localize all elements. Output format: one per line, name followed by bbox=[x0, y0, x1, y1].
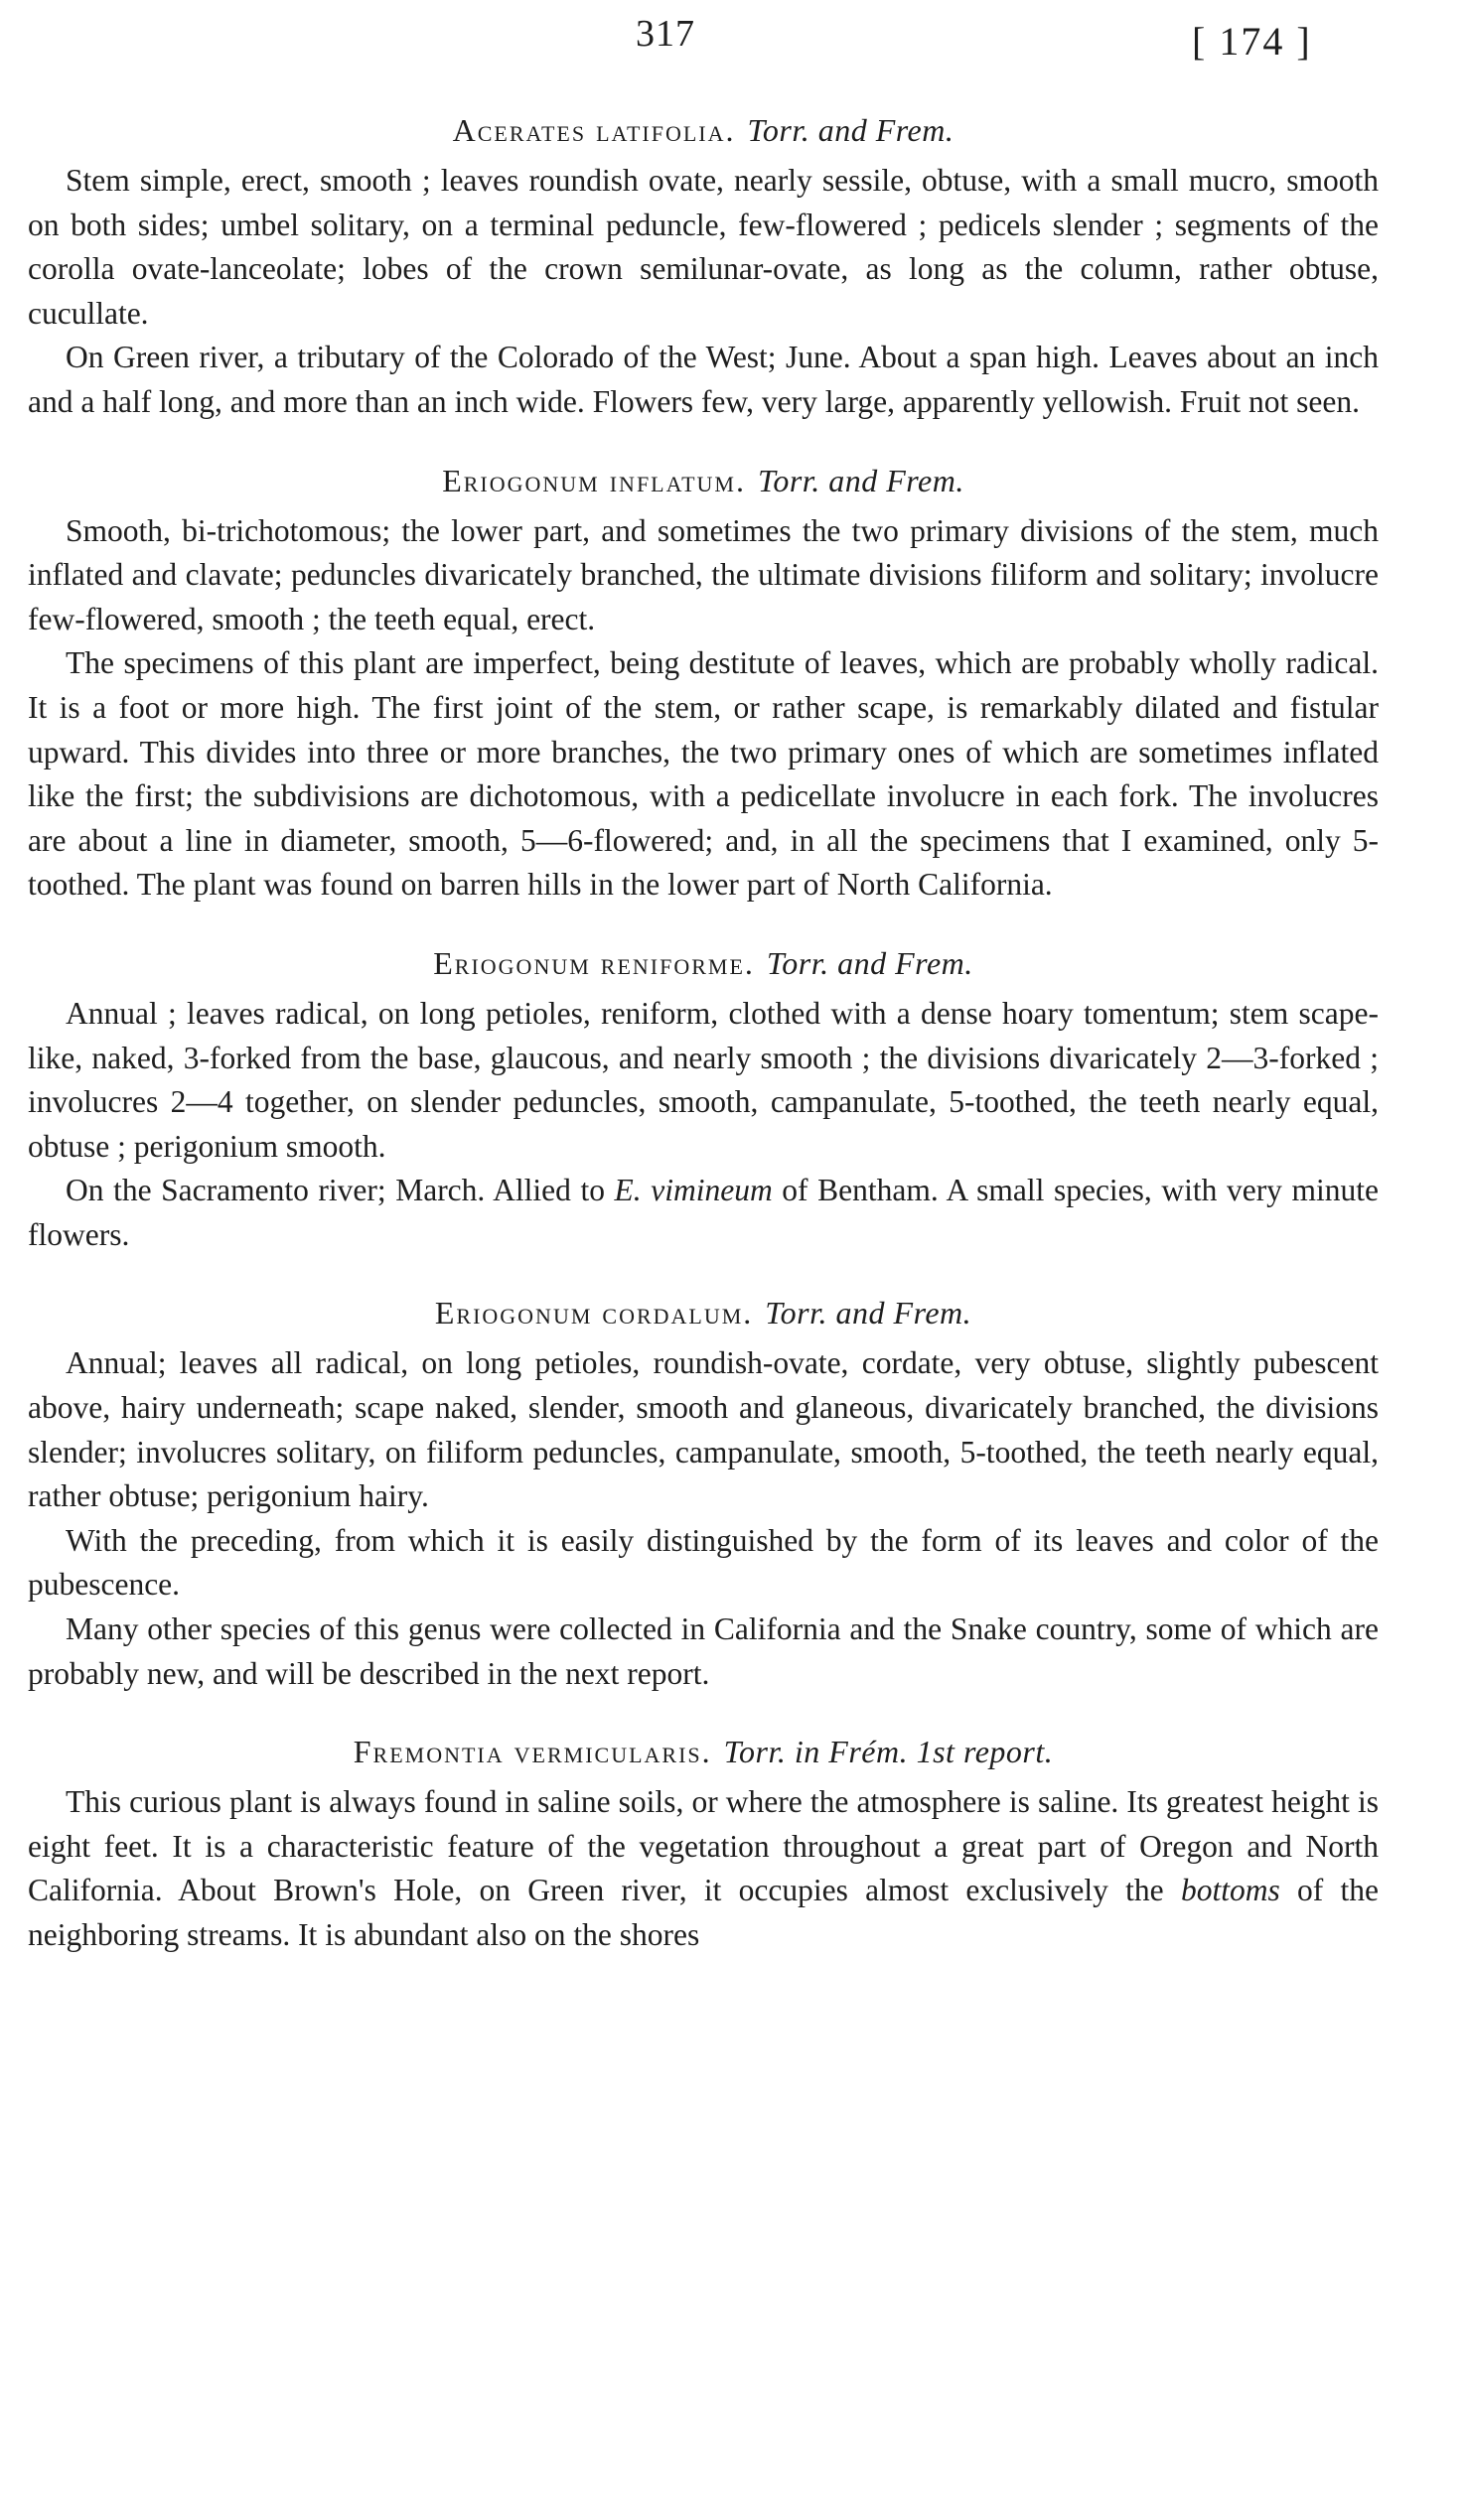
species-name: Eriogonum inflatum. bbox=[442, 462, 746, 498]
description-paragraph: The specimens of this plant are imperfect, being destitute of leaves, which are probably wholly radical. It is a foot or more high. The first joint of the stem, or rather scape, is remarkably dilated and fistular upward. This divides into three or more branches, the two primary ones of which are sometimes inflated like the first; the subdivisions are dichotomous, with a pedicellate involucre in each fork. The involucres are about a line in diameter, smooth, 5—6-flowered; and, in all the specimens that I examined, only 5-toothed. The plant was found on barren hills in the lower part of North California. bbox=[28, 645, 1379, 903]
text-run: This curious plant is always found in saline soils, or where the atmosphere is saline. Its greatest height is eight feet. It is a characteristic feature of the vegetation throughout a great part of Oregon and North California. About Brown's Hole, on Green river, it occupies almost exclusively the bbox=[28, 1784, 1379, 1908]
description-paragraph: Stem simple, erect, smooth ; leaves roundish ovate, nearly sessile, obtuse, with a small mucro, smooth on both sides; umbel solitary, on a terminal peduncle, few-flowered ; pedicels slender ; segments of the corolla ovate-lanceolate; lobes of the crown semilunar-ovate, as long as the column, rather obtuse, cucullate. bbox=[28, 163, 1379, 331]
entry-heading bbox=[28, 463, 1379, 499]
description-paragraph: Annual ; leaves radical, on long petioles, reniform, clothed with a dense hoary tomentum; stem scape-like, naked, 3-forked from the base, glaucous, and nearly smooth ; the divisions divaricately 2—3-forked ; involucres 2—4 together, on slender peduncles, smooth, campanulate, 5-toothed, the teeth nearly equal, obtuse ; perigonium smooth. bbox=[28, 995, 1379, 1164]
italic-species-reference: E. vimineum bbox=[614, 1173, 773, 1208]
species-authority: Torr. and Frem. bbox=[747, 112, 954, 148]
book-page bbox=[28, 0, 1379, 1958]
species-name: Fremontia vermicularis. bbox=[353, 1734, 712, 1770]
entry-heading bbox=[28, 1295, 1379, 1331]
species-authority: Torr. and Frem. bbox=[765, 1295, 972, 1331]
species-authority: Torr. in Frém. 1st report. bbox=[723, 1734, 1054, 1770]
page-header bbox=[28, 0, 1379, 74]
description-paragraph bbox=[28, 1169, 1379, 1257]
italic-term: bottoms bbox=[1180, 1873, 1280, 1908]
page-number: 317 bbox=[636, 13, 695, 55]
description-paragraph: Annual; leaves all radical, on long petioles, roundish-ovate, cordate, very obtuse, slightly pubescent above, hairy underneath; scape naked, slender, smooth and glaneous, divaricately branched, the divisions slender; involucres solitary, on filiform peduncles, campanulate, smooth, 5-toothed, the teeth nearly equal, rather obtuse; perigonium hairy. bbox=[28, 1345, 1379, 1514]
text-run: of the neighboring streams. It is abundant also on the shores bbox=[28, 1873, 1379, 1952]
description-paragraph: Many other species of this genus were collected in California and the Snake country, some of which are probably new, and will be described in the next report. bbox=[28, 1611, 1379, 1691]
species-authority: Torr. and Frem. bbox=[766, 944, 973, 981]
bracketed-page-number: [ 174 ] bbox=[1192, 19, 1312, 64]
species-name: Eriogonum cordalum. bbox=[434, 1295, 754, 1331]
text-run: of Bentham. A small species, with very minute flowers. bbox=[28, 1173, 1379, 1252]
description-paragraph: On Green river, a tributary of the Colorado of the West; June. About a span high. Leaves about an inch and a half long, and more than an inch wide. Flowers few, very large, apparently yellowish. Fruit not seen. bbox=[28, 340, 1379, 419]
entry-heading bbox=[28, 945, 1379, 982]
species-authority: Torr. and Frem. bbox=[757, 462, 964, 498]
species-name: Acerates latifolia. bbox=[452, 112, 736, 148]
description-paragraph: Smooth, bi-trichotomous; the lower part, and sometimes the two primary divisions of the stem, much inflated and clavate; peduncles divaricately branched, the ultimate divisions filiform and solitary; involucre few-flowered, smooth ; the teeth equal, erect. bbox=[28, 512, 1379, 636]
description-paragraph: With the preceding, from which it is easily distinguished by the form of its leaves and color of the pubescence. bbox=[28, 1522, 1379, 1603]
entry-heading bbox=[28, 1734, 1379, 1770]
description-paragraph bbox=[28, 1780, 1379, 1957]
entry-heading bbox=[28, 112, 1379, 149]
text-run: On the Sacramento river; March. Allied to bbox=[66, 1173, 615, 1208]
species-name: Eriogonum reniforme. bbox=[433, 944, 755, 981]
